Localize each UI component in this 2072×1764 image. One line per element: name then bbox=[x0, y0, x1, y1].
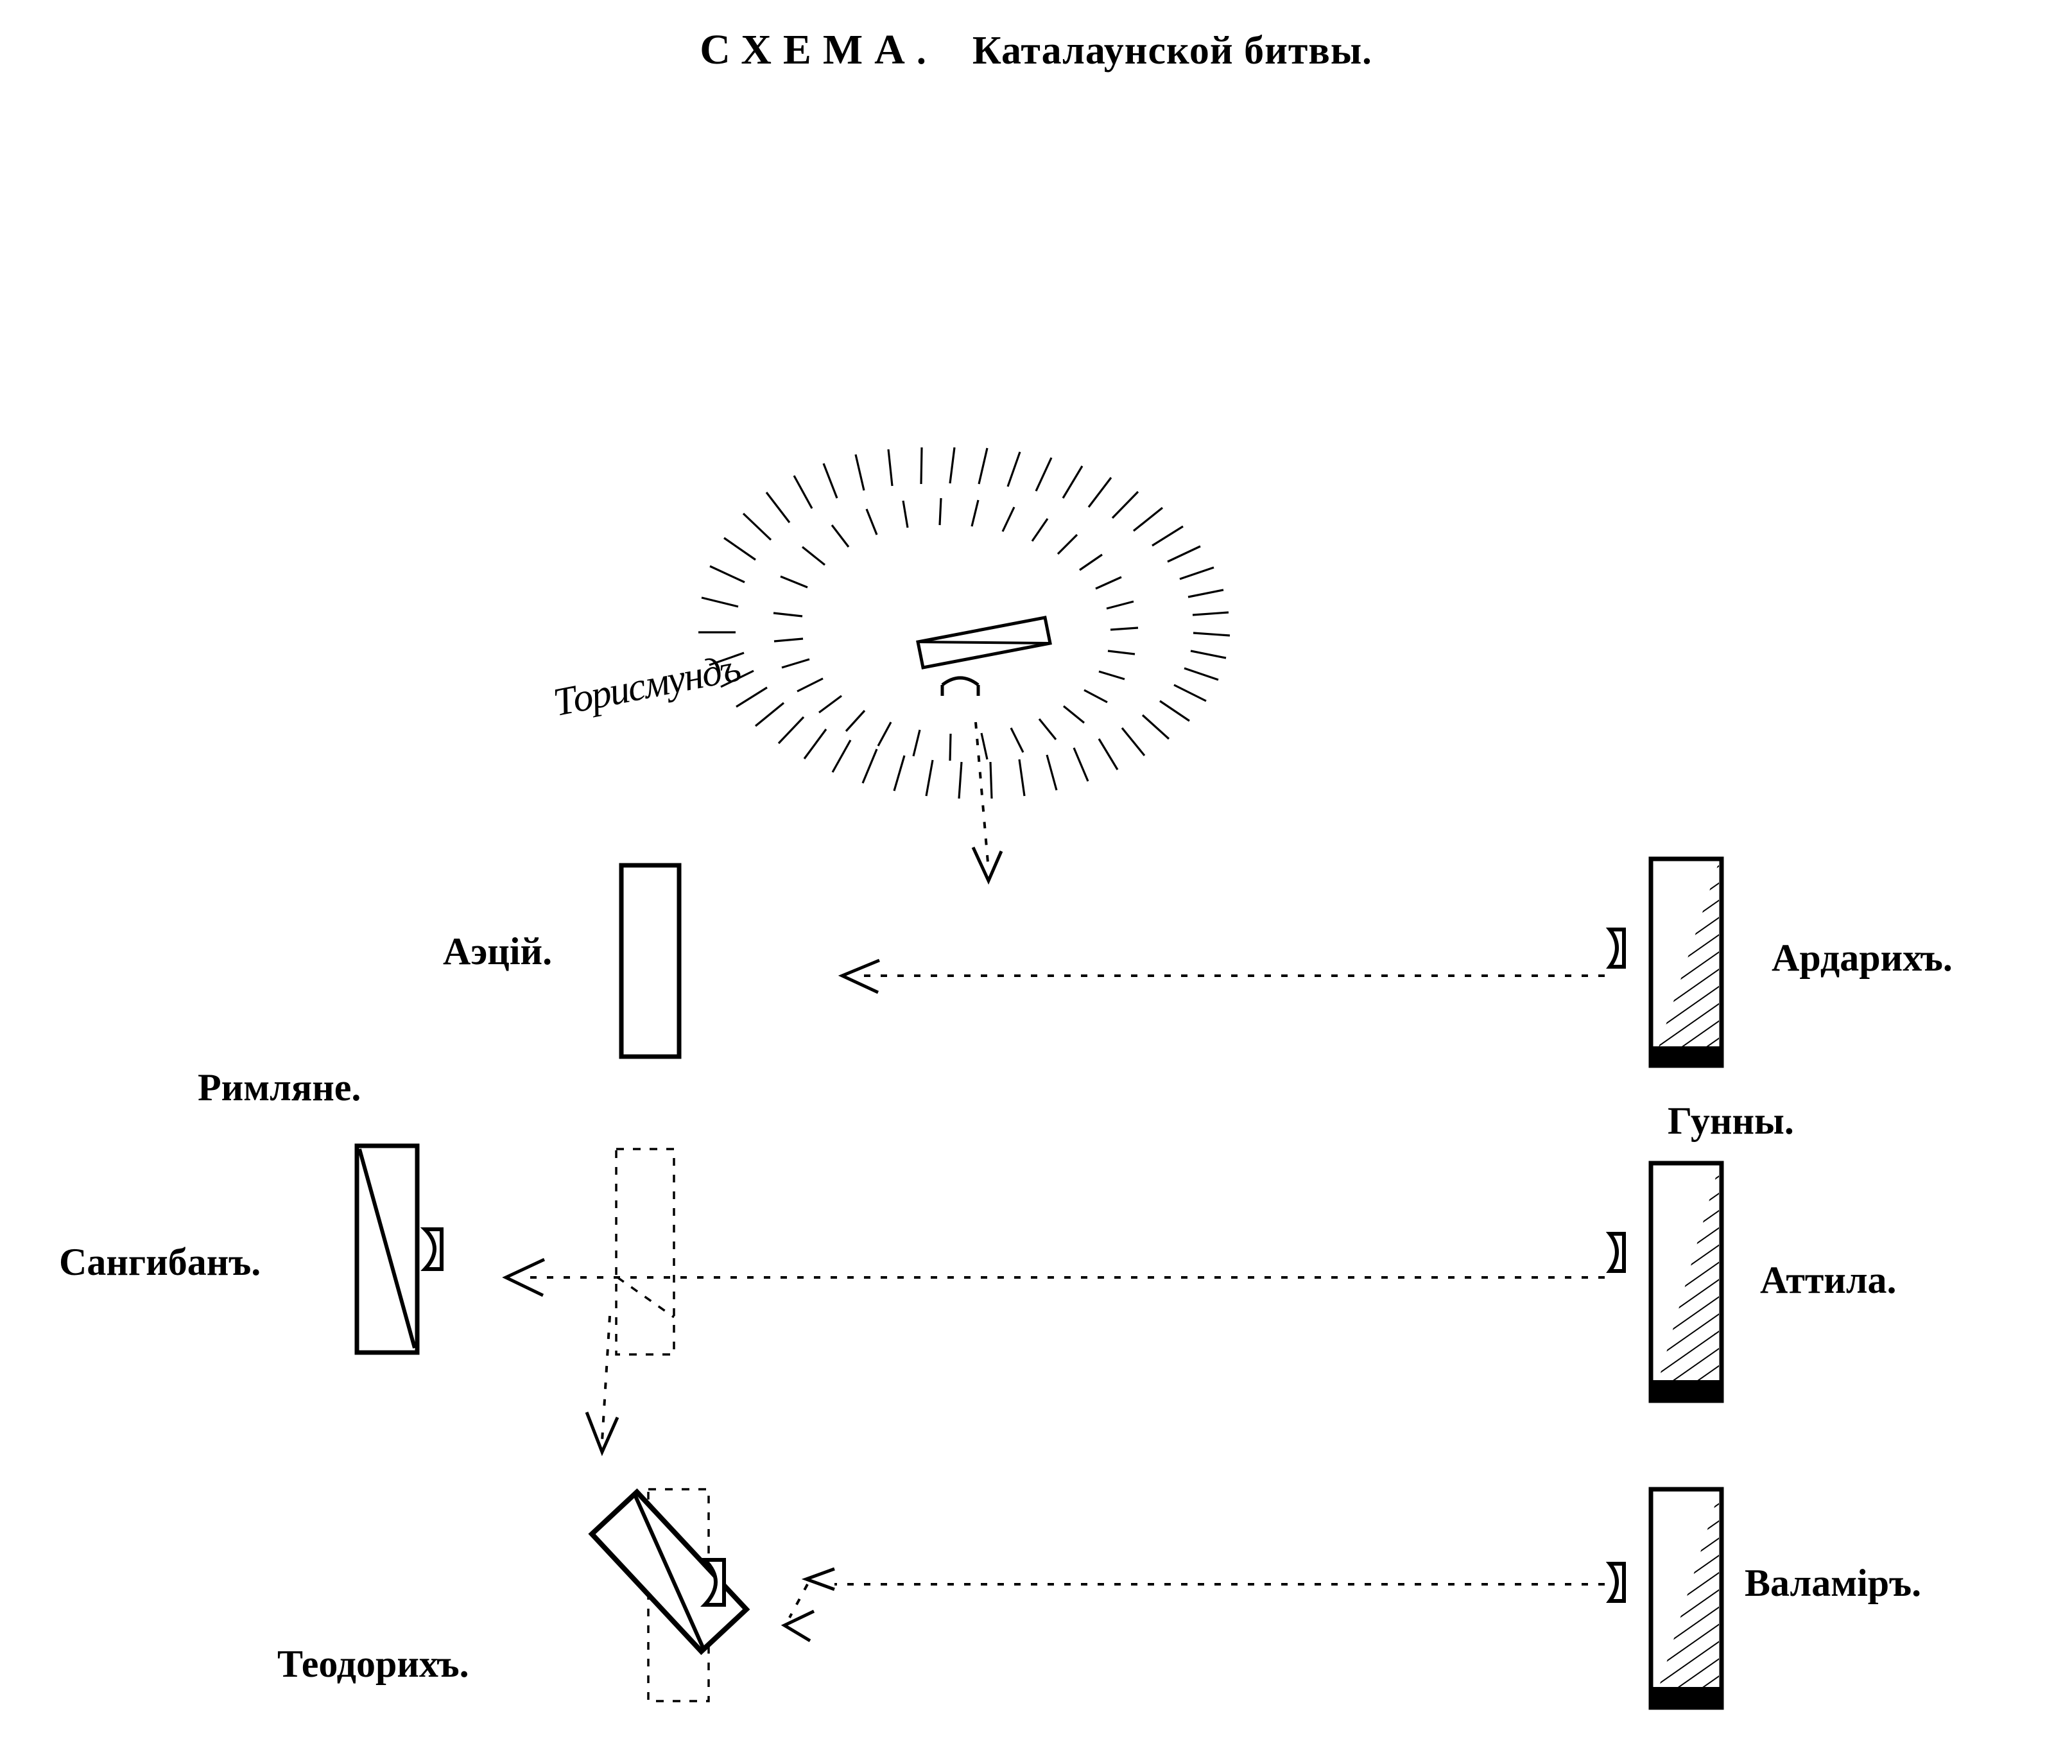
label-ardaric: Ардарихъ. bbox=[1772, 937, 1953, 979]
arrow-attila-to-sangiban bbox=[506, 1259, 1605, 1295]
title-subtitle-period: . bbox=[1362, 30, 1372, 72]
label-sangiban: Сангибанъ. bbox=[59, 1241, 261, 1283]
label-huns: Гунны. bbox=[1668, 1100, 1794, 1142]
reserve-outline bbox=[616, 1149, 674, 1354]
label-romans: Римляне. bbox=[198, 1066, 361, 1109]
unit-valamir bbox=[1610, 1489, 1722, 1708]
label-theodoric: Теодорихъ. bbox=[277, 1643, 469, 1685]
arrow-thorismund-down bbox=[973, 722, 1001, 881]
thorismund-hill-icon bbox=[698, 447, 1230, 799]
label-valamir: Валамiръ. bbox=[1745, 1562, 1922, 1604]
title-main-period: . bbox=[916, 30, 926, 72]
label-thorismund: Торисмундъ bbox=[549, 646, 743, 725]
arrow-ardaric-to-aetius bbox=[842, 960, 1605, 992]
unit-attila bbox=[1610, 1163, 1722, 1401]
arrow-valamir-to-theodoric bbox=[784, 1569, 1605, 1641]
label-attila: Аттила. bbox=[1760, 1259, 1897, 1301]
unit-theodoric bbox=[592, 1492, 747, 1651]
unit-aetius bbox=[621, 865, 679, 1057]
title-subtitle: Каталаунской битвы bbox=[972, 29, 1363, 73]
title-main: СХЕМА bbox=[700, 26, 917, 73]
unit-sangiban bbox=[357, 1146, 442, 1353]
label-aetius: Аэцій. bbox=[443, 930, 553, 973]
arrow-reserve-down bbox=[587, 1316, 617, 1452]
unit-ardaric bbox=[1610, 859, 1722, 1066]
